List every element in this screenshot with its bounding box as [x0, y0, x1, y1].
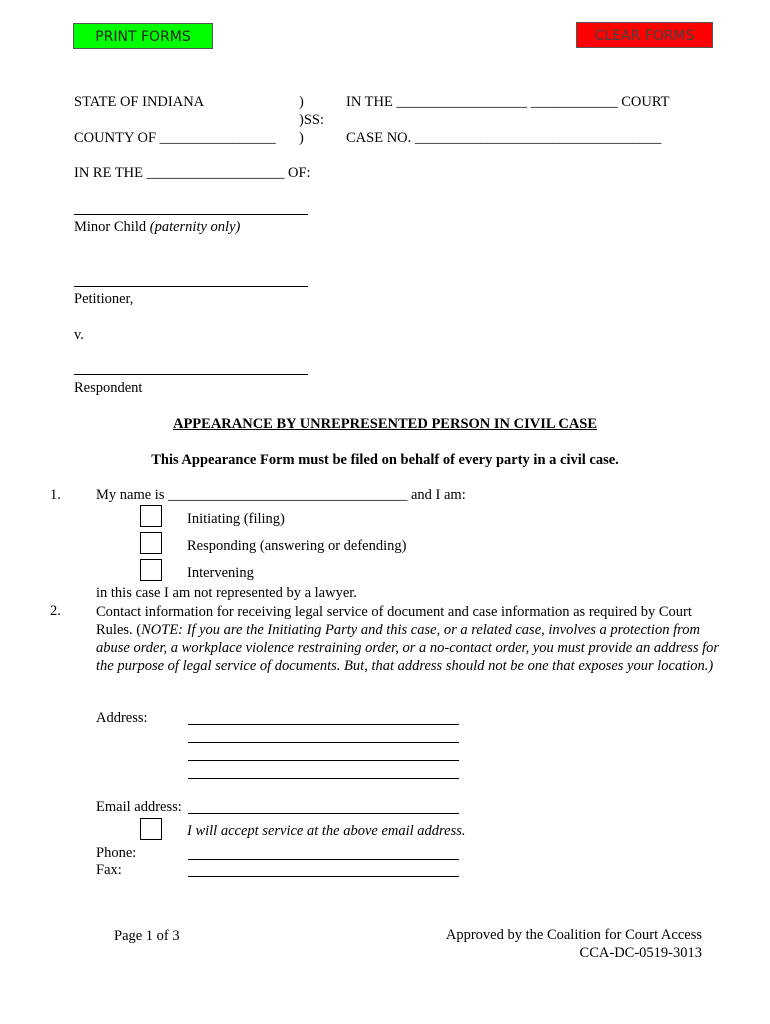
responding-checkbox[interactable]: [140, 532, 162, 554]
fax-field[interactable]: [188, 876, 459, 877]
address-line-2[interactable]: [188, 742, 459, 743]
email-field[interactable]: [188, 813, 459, 814]
county-field[interactable]: COUNTY OF ________________: [74, 130, 276, 146]
initiating-checkbox[interactable]: [140, 505, 162, 527]
item-2-number: 2.: [50, 603, 61, 619]
item-1-number: 1.: [50, 487, 61, 503]
caption-paren-3: ): [299, 130, 304, 146]
respondent-name-line[interactable]: [74, 374, 308, 375]
intervening-label: Intervening: [187, 565, 254, 581]
minor-child-label: Minor Child (paternity only): [74, 219, 241, 235]
item-2-text: Contact information for receiving legal service of document and case information as required by Court Rules. (NOTE: If you are the Initiating Party and this case, or a related case, involves a protection from abuse order, a workplace violence restraining order, or a no-contact order, you must provide an address for the purpose of legal service of documents. But, that address should not be one that exposes your location.): [96, 604, 720, 674]
caption-paren-1: ): [299, 94, 304, 110]
email-consent-checkbox[interactable]: [140, 818, 162, 840]
address-line-4[interactable]: [188, 778, 459, 779]
address-label: Address:: [96, 710, 148, 726]
in-re-field[interactable]: IN RE THE ___________________ OF:: [74, 165, 311, 181]
item-1-tail: in this case I am not represented by a lawyer.: [96, 585, 357, 601]
phone-label: Phone:: [96, 845, 137, 861]
page-number: Page 1 of 3: [114, 928, 180, 944]
initiating-label: Initiating (filing): [187, 511, 285, 527]
form-title: APPEARANCE BY UNREPRESENTED PERSON IN CIVIL CASE: [172, 416, 598, 432]
print-forms-button[interactable]: PRINT FORMS: [73, 23, 213, 49]
fax-label: Fax:: [96, 862, 122, 878]
approved-by: Approved by the Coalition for Court Access: [445, 927, 702, 943]
state-label: STATE OF INDIANA: [74, 94, 205, 110]
phone-field[interactable]: [188, 859, 459, 860]
petitioner-name-line[interactable]: [74, 286, 308, 287]
responding-label: Responding (answering or defending): [187, 538, 407, 554]
name-field[interactable]: My name is _________________________________ and I am:: [96, 487, 466, 503]
respondent-label: Respondent: [74, 380, 143, 396]
address-line-1[interactable]: [188, 724, 459, 725]
form-code: CCA-DC-0519-3013: [579, 945, 702, 961]
clear-forms-button[interactable]: CLEAR FORMS: [576, 22, 713, 48]
court-field[interactable]: IN THE __________________ ____________ COURT: [346, 94, 670, 110]
form-subtitle: This Appearance Form must be filed on behalf of every party in a civil case.: [151, 452, 619, 468]
intervening-checkbox[interactable]: [140, 559, 162, 581]
address-line-3[interactable]: [188, 760, 459, 761]
email-consent-label: I will accept service at the above email address.: [187, 823, 466, 839]
email-label: Email address:: [96, 799, 182, 815]
petitioner-label: Petitioner,: [74, 291, 134, 307]
minor-child-name-line[interactable]: [74, 214, 308, 215]
case-number-field[interactable]: CASE NO. __________________________________: [346, 130, 662, 146]
versus-label: v.: [74, 327, 84, 343]
caption-ss: )SS:: [299, 112, 324, 128]
